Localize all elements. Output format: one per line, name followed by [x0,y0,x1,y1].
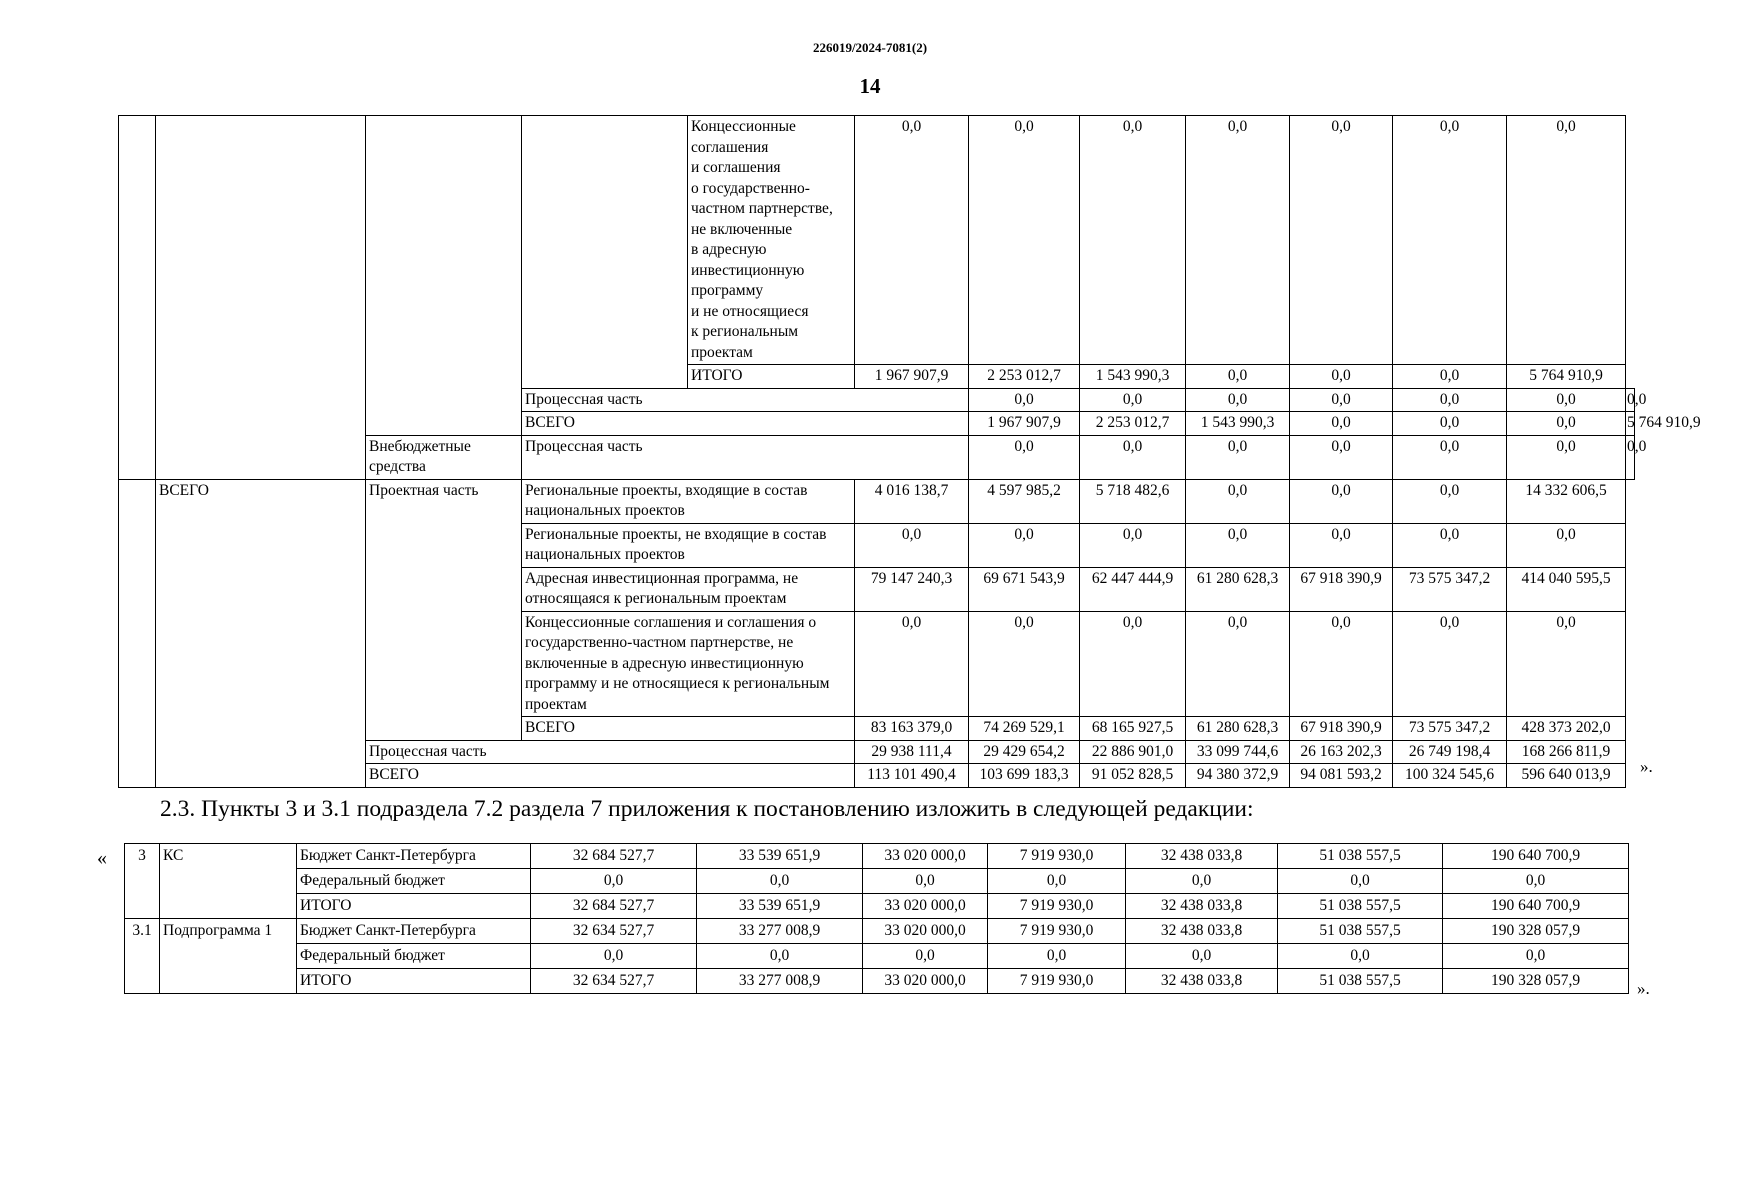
value-cell: 5 764 910,9 [1626,412,1635,436]
value-cell: 0,0 [1443,944,1629,969]
value-cell: 0,0 [1443,869,1629,894]
value-cell: 190 640 700,9 [1443,894,1629,919]
value-cell: 103 699 183,3 [969,764,1080,788]
value-cell: 414 040 595,5 [1507,567,1626,611]
value-cell: 0,0 [855,611,969,717]
table-row [125,919,1629,944]
value-cell: 32 684 527,7 [531,894,697,919]
value-cell: 51 038 557,5 [1278,844,1443,869]
value-cell: 51 038 557,5 [1278,894,1443,919]
value-cell: 68 165 927,5 [1080,717,1186,741]
value-cell: 33 539 651,9 [697,844,863,869]
row-label-total: ВСЕГО [156,479,366,787]
value-cell: 62 447 444,9 [1080,567,1186,611]
value-cell: 0,0 [1507,435,1626,479]
row-label-itogo: ИТОГО [688,365,855,389]
value-cell: 83 163 379,0 [855,717,969,741]
value-cell: 0,0 [1186,365,1290,389]
cell-empty [156,116,366,480]
value-cell: 0,0 [1626,388,1635,412]
row-label-total-project: Проектная часть [366,479,522,740]
value-cell: 0,0 [1290,365,1393,389]
value-cell: 190 640 700,9 [1443,844,1629,869]
value-cell: 0,0 [1186,611,1290,717]
value-cell: 0,0 [1290,611,1393,717]
closing-quote: ». [1640,757,1653,776]
value-cell: 33 020 000,0 [863,919,988,944]
value-cell: 100 324 545,6 [1393,764,1507,788]
value-cell: 7 919 930,0 [988,919,1126,944]
value-cell: 0,0 [1393,523,1507,567]
value-cell: 0,0 [1186,116,1290,365]
funding-source-label: Бюджет Санкт-Петербурга [297,844,531,869]
value-cell: 0,0 [1186,435,1290,479]
value-cell: 0,0 [1393,365,1507,389]
value-cell: 0,0 [1290,435,1393,479]
funding-source-label: ИТОГО [297,969,531,994]
row-label-rp-in: Региональные проекты, входящие в состав национальных проектов [522,479,855,523]
cell-empty [522,116,688,389]
value-cell: 22 886 901,0 [1080,740,1186,764]
value-cell: 32 438 033,8 [1126,844,1278,869]
value-cell: 596 640 013,9 [1507,764,1626,788]
value-cell: 0,0 [988,944,1126,969]
value-cell: 0,0 [1393,412,1507,436]
table-row [119,116,1635,365]
value-cell: 0,0 [1186,388,1290,412]
value-cell: 113 101 490,4 [855,764,969,788]
value-cell: 0,0 [1507,523,1626,567]
value-cell: 32 438 033,8 [1126,969,1278,994]
value-cell: 0,0 [1393,388,1507,412]
value-cell: 0,0 [1186,479,1290,523]
document-number: 226019/2024-7081(2) [812,40,928,55]
value-cell: 1 543 990,3 [1186,412,1290,436]
value-cell: 168 266 811,9 [1507,740,1626,764]
value-cell: 61 280 628,3 [1186,567,1290,611]
item-name: КС [160,844,297,919]
item-name: Подпрограмма 1 [160,919,297,994]
row-label-offbudget: Внебюджетные средства [366,435,522,479]
value-cell: 0,0 [1507,388,1626,412]
value-cell: 33 020 000,0 [863,844,988,869]
value-cell: 0,0 [1290,116,1393,365]
funding-source-label: Федеральный бюджет [297,869,531,894]
value-cell: 0,0 [863,944,988,969]
value-cell: 32 438 033,8 [1126,919,1278,944]
value-cell: 33 020 000,0 [863,894,988,919]
value-cell: 0,0 [1278,869,1443,894]
row-label-rp-out: Региональные проекты, не входящие в состав национальных проектов [522,523,855,567]
value-cell: 51 038 557,5 [1278,919,1443,944]
value-cell: 0,0 [697,944,863,969]
funding-source-label: Бюджет Санкт-Петербурга [297,919,531,944]
value-cell: 73 575 347,2 [1393,717,1507,741]
row-label-concession: Концессионные соглашения и соглашения о государственно- частном партнерстве, не включенные в адресную инвестиционную программу и не относящиеся к региональным проектам [688,116,855,365]
value-cell: 69 671 543,9 [969,567,1080,611]
row-label-concession-total: Концессионные соглашения и соглашения о государственно-частном партнерстве, не включенные в адресную инвестиционную программу и не относящиеся к региональным проектам [522,611,855,717]
value-cell: 0,0 [969,116,1080,365]
value-cell: 61 280 628,3 [1186,717,1290,741]
value-cell: 74 269 529,1 [969,717,1080,741]
value-cell: 0,0 [863,869,988,894]
value-cell: 2 253 012,7 [969,365,1080,389]
value-cell: 14 332 606,5 [1507,479,1626,523]
value-cell: 0,0 [988,869,1126,894]
value-cell: 0,0 [1080,388,1186,412]
table-row [125,894,1629,919]
funding-source-label: Федеральный бюджет [297,944,531,969]
value-cell: 33 277 008,9 [697,969,863,994]
value-cell: 5 764 910,9 [1507,365,1626,389]
value-cell: 0,0 [1290,388,1393,412]
value-cell: 0,0 [1186,523,1290,567]
value-cell: 0,0 [969,523,1080,567]
value-cell: 94 081 593,2 [1290,764,1393,788]
value-cell: 0,0 [1507,611,1626,717]
value-cell: 32 438 033,8 [1126,894,1278,919]
item-number: 3.1 [125,919,160,994]
value-cell: 0,0 [1393,435,1507,479]
value-cell: 428 373 202,0 [1507,717,1626,741]
value-cell: 0,0 [1393,116,1507,365]
value-cell: 0,0 [1626,435,1635,479]
value-cell: 0,0 [1393,479,1507,523]
value-cell: 32 634 527,7 [531,919,697,944]
cell-empty [119,479,156,787]
row-label-aip: Адресная инвестиционная программа, не относящаяся к региональным проектам [522,567,855,611]
value-cell: 0,0 [1080,611,1186,717]
value-cell: 1 967 907,9 [969,412,1080,436]
value-cell: 190 328 057,9 [1443,969,1629,994]
value-cell: 4 016 138,7 [855,479,969,523]
value-cell: 0,0 [1126,869,1278,894]
funding-source-label: ИТОГО [297,894,531,919]
value-cell: 0,0 [969,435,1080,479]
row-label-project-vsego: ВСЕГО [522,717,855,741]
value-cell: 32 684 527,7 [531,844,697,869]
cell-empty [366,116,522,436]
row-label-vsego: ВСЕГО [522,412,969,436]
value-cell: 0,0 [1080,435,1186,479]
subprogram-funding-table [124,843,1629,994]
value-cell: 79 147 240,3 [855,567,969,611]
value-cell: 0,0 [1126,944,1278,969]
row-label-total-process: Процессная часть [366,740,855,764]
value-cell: 0,0 [855,523,969,567]
value-cell: 0,0 [969,611,1080,717]
row-label-process: Процессная часть [522,388,969,412]
value-cell: 7 919 930,0 [988,969,1126,994]
page-number: 14 [859,74,881,98]
section-heading: 2.3. Пункты 3 и 3.1 подраздела 7.2 раздела 7 приложения к постановлению изложить в следующей редакции: [160,796,1254,822]
value-cell: 1 543 990,3 [1080,365,1186,389]
row-label-grand-total: ВСЕГО [366,764,855,788]
value-cell: 2 253 012,7 [1080,412,1186,436]
table-row [125,969,1629,994]
value-cell: 33 539 651,9 [697,894,863,919]
value-cell: 0,0 [855,116,969,365]
value-cell: 67 918 390,9 [1290,717,1393,741]
value-cell: 91 052 828,5 [1080,764,1186,788]
table-row [125,869,1629,894]
value-cell: 0,0 [969,388,1080,412]
value-cell: 33 099 744,6 [1186,740,1290,764]
value-cell: 0,0 [1080,116,1186,365]
value-cell: 26 749 198,4 [1393,740,1507,764]
value-cell: 0,0 [1507,412,1626,436]
value-cell: 29 429 654,2 [969,740,1080,764]
closing-quote: ». [1637,979,1650,998]
value-cell: 94 380 372,9 [1186,764,1290,788]
funding-table-continued [118,115,1701,788]
cell-empty [119,116,156,480]
table-row [125,844,1629,869]
value-cell: 4 597 985,2 [969,479,1080,523]
value-cell: 190 328 057,9 [1443,919,1629,944]
value-cell: 33 020 000,0 [863,969,988,994]
value-cell: 0,0 [1080,523,1186,567]
value-cell: 0,0 [1290,479,1393,523]
value-cell: 0,0 [697,869,863,894]
value-cell: 5 718 482,6 [1080,479,1186,523]
value-cell: 7 919 930,0 [988,894,1126,919]
value-cell: 0,0 [1278,944,1443,969]
value-cell: 0,0 [1507,116,1626,365]
value-cell: 33 277 008,9 [697,919,863,944]
value-cell: 0,0 [1393,611,1507,717]
value-cell: 0,0 [1290,412,1393,436]
value-cell: 67 918 390,9 [1290,567,1393,611]
value-cell: 29 938 111,4 [855,740,969,764]
item-number: 3 [125,844,160,919]
value-cell: 0,0 [531,944,697,969]
value-cell: 51 038 557,5 [1278,969,1443,994]
value-cell: 0,0 [531,869,697,894]
value-cell: 7 919 930,0 [988,844,1126,869]
value-cell: 73 575 347,2 [1393,567,1507,611]
table-row [125,944,1629,969]
opening-quote: « [97,847,107,869]
row-label-offbudget-process: Процессная часть [522,435,969,479]
value-cell: 26 163 202,3 [1290,740,1393,764]
value-cell: 32 634 527,7 [531,969,697,994]
table-row [119,479,1635,523]
value-cell: 0,0 [1290,523,1393,567]
value-cell: 1 967 907,9 [855,365,969,389]
